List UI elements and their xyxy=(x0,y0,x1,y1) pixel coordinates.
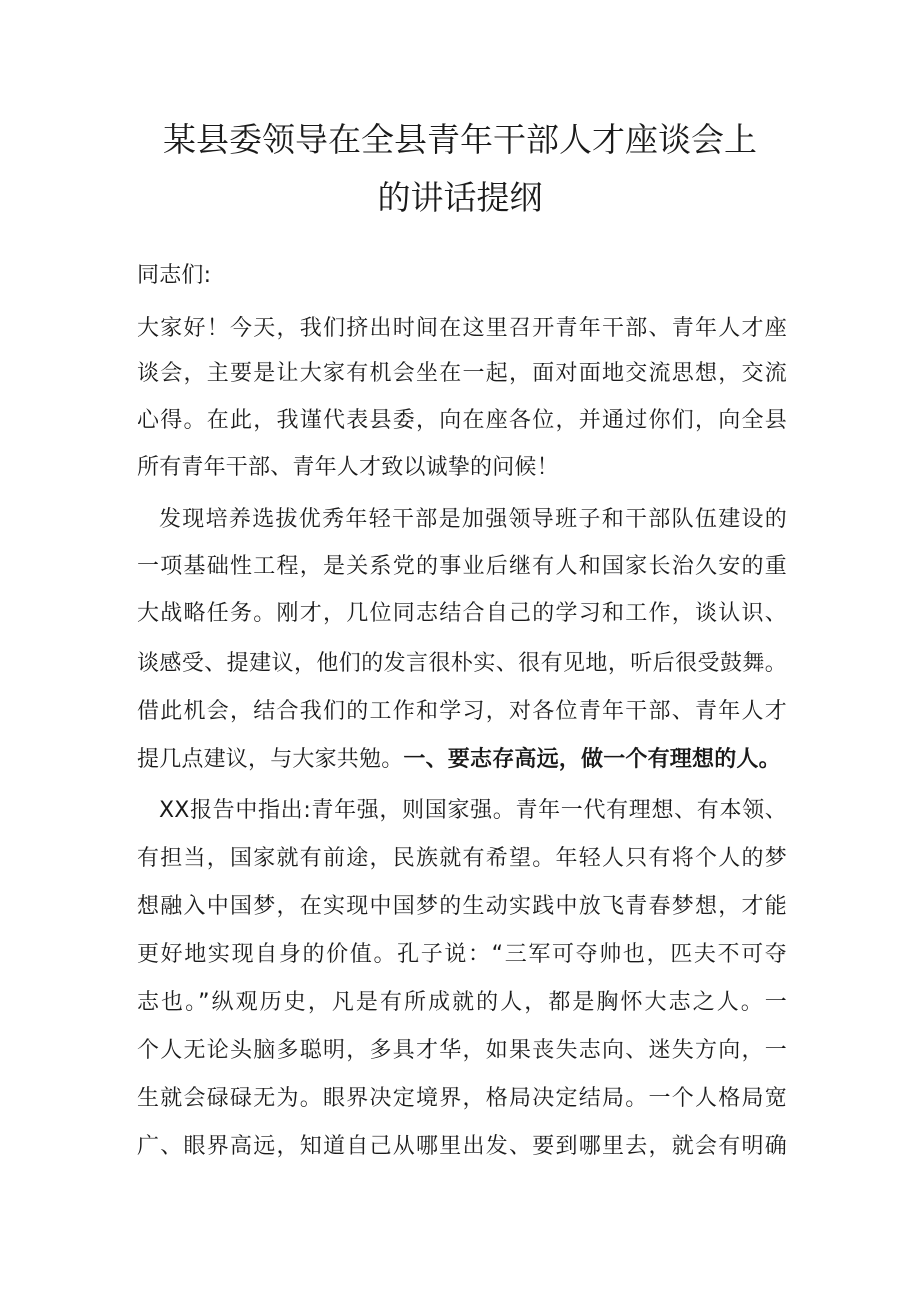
paragraph-2-line-3: 大战略任务。刚才，几位同志结合自己的学习和工作，谈认识、 xyxy=(137,601,787,626)
section-heading-1: 一、要志存高远，做一个有理想的人。 xyxy=(403,747,781,772)
paragraph-3-line-6: 个人无论头脑多聪明，多具才华，如果丧失志向、迷失方向，一 xyxy=(137,1038,787,1063)
paragraph-2-line-1: 发现培养选拔优秀年轻干部是加强领导班子和干部队伍建设的 xyxy=(159,507,787,532)
paragraph-3-line-1: XX报告中指出:青年强，则国家强。青年一代有理想、有本领、 xyxy=(159,798,787,823)
document-title-line-2: 的讲话提纲 xyxy=(377,178,543,217)
paragraph-1-line-1: 大家好！今天，我们挤出时间在这里召开青年干部、青年人才座 xyxy=(137,316,787,341)
paragraph-1-line-4: 所有青年干部、青年人才致以诚挚的问候！ xyxy=(137,455,559,480)
paragraph-2-line-2: 一项基础性工程，是关系党的事业后继有人和国家长治久安的重 xyxy=(137,554,787,579)
paragraph-1-line-2: 谈会，主要是让大家有机会坐在一起，面对面地交流思想，交流 xyxy=(137,361,787,386)
paragraph-2-line-4: 谈感受、提建议，他们的发言很朴实、很有见地，听后很受鼓舞。 xyxy=(137,651,787,676)
paragraph-3-line-7: 生就会碌碌无为。眼界决定境界，格局决定结局。一个人格局宽 xyxy=(137,1086,787,1111)
paragraph-3-line-3: 想融入中国梦，在实现中国梦的生动实践中放飞青春梦想，才能 xyxy=(137,894,787,919)
paragraph-2-line-5: 借此机会，结合我们的工作和学习，对各位青年干部、青年人才 xyxy=(137,699,787,724)
paragraph-3-line-5: 志也。”纵观历史，凡是有所成就的人，都是胸怀大志之人。一 xyxy=(137,990,787,1015)
paragraph-2-line-6 xyxy=(137,749,787,771)
paragraph-3-line-2: 有担当，国家就有前途，民族就有希望。年轻人只有将个人的梦 xyxy=(137,846,787,871)
paragraph-3-line-4: 更好地实现自身的价值。孔子说：“三军可夺帅也，匹夫不可夺 xyxy=(137,942,787,967)
document-title-line-1: 某县委领导在全县青年干部人才座谈会上 xyxy=(163,120,757,159)
paragraph-1-line-3: 心得。在此，我谨代表县委，向在座各位，并通过你们，向全县 xyxy=(137,408,787,433)
paragraph-2-closing-text: 提几点建议，与大家共勉。 xyxy=(137,747,404,772)
paragraph-3-line-8: 广、眼界高远，知道自己从哪里出发、要到哪里去，就会有明确 xyxy=(137,1134,787,1159)
salutation: 同志们: xyxy=(137,263,212,288)
